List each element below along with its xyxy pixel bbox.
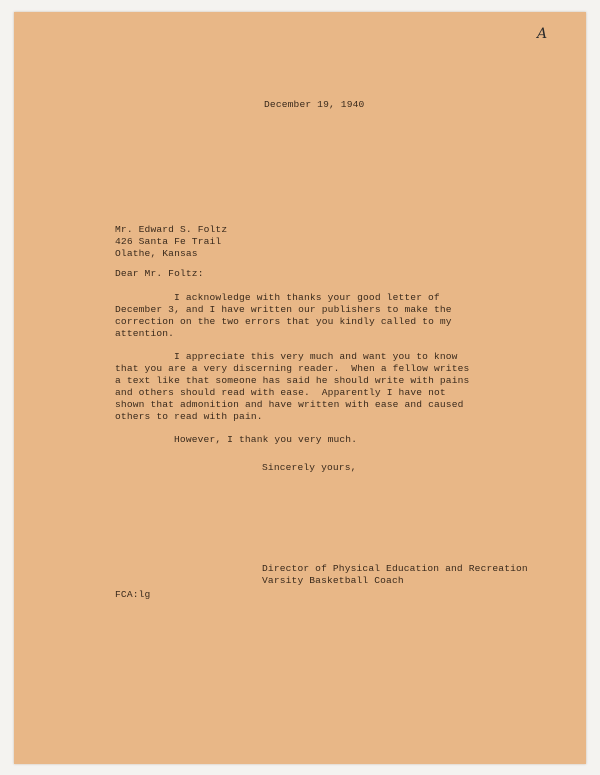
corner-mark: A [537,26,548,42]
paragraph1-line: correction on the two errors that you kindly called to my [115,316,452,327]
address-line-2: 426 Santa Fe Trail [115,236,222,247]
paragraph2-line: a text like that someone has said he should write with pains [115,375,470,386]
paragraph3: However, I thank you very much. [174,434,358,445]
paragraph2-line: shown that admonition and have written with ease and caused [115,399,464,410]
paragraph1-line: attention. [115,328,175,339]
letter-date: December 19, 1940 [264,99,365,110]
closing: Sincerely yours, [262,462,357,473]
address-line-3: Olathe, Kansas [115,248,198,259]
signature-title-line-2: Varsity Basketball Coach [262,575,404,586]
paragraph1-line: December 3, and I have written our publishers to make the [115,304,452,315]
signature-title-line-1: Director of Physical Education and Recreation [262,563,528,574]
typist-initials: FCA:lg [115,589,151,600]
paragraph2-line: and others should read with ease. Apparently I have not [115,387,446,398]
paragraph1-line: I acknowledge with thanks your good letter of [174,292,440,303]
paragraph2-line: others to read with pain. [115,411,263,422]
address-line-1: Mr. Edward S. Foltz [115,224,228,235]
salutation: Dear Mr. Foltz: [115,268,204,279]
paragraph2-line: that you are a very discerning reader. When a fellow writes [115,363,470,374]
paragraph2-line: I appreciate this very much and want you to know [174,351,458,362]
